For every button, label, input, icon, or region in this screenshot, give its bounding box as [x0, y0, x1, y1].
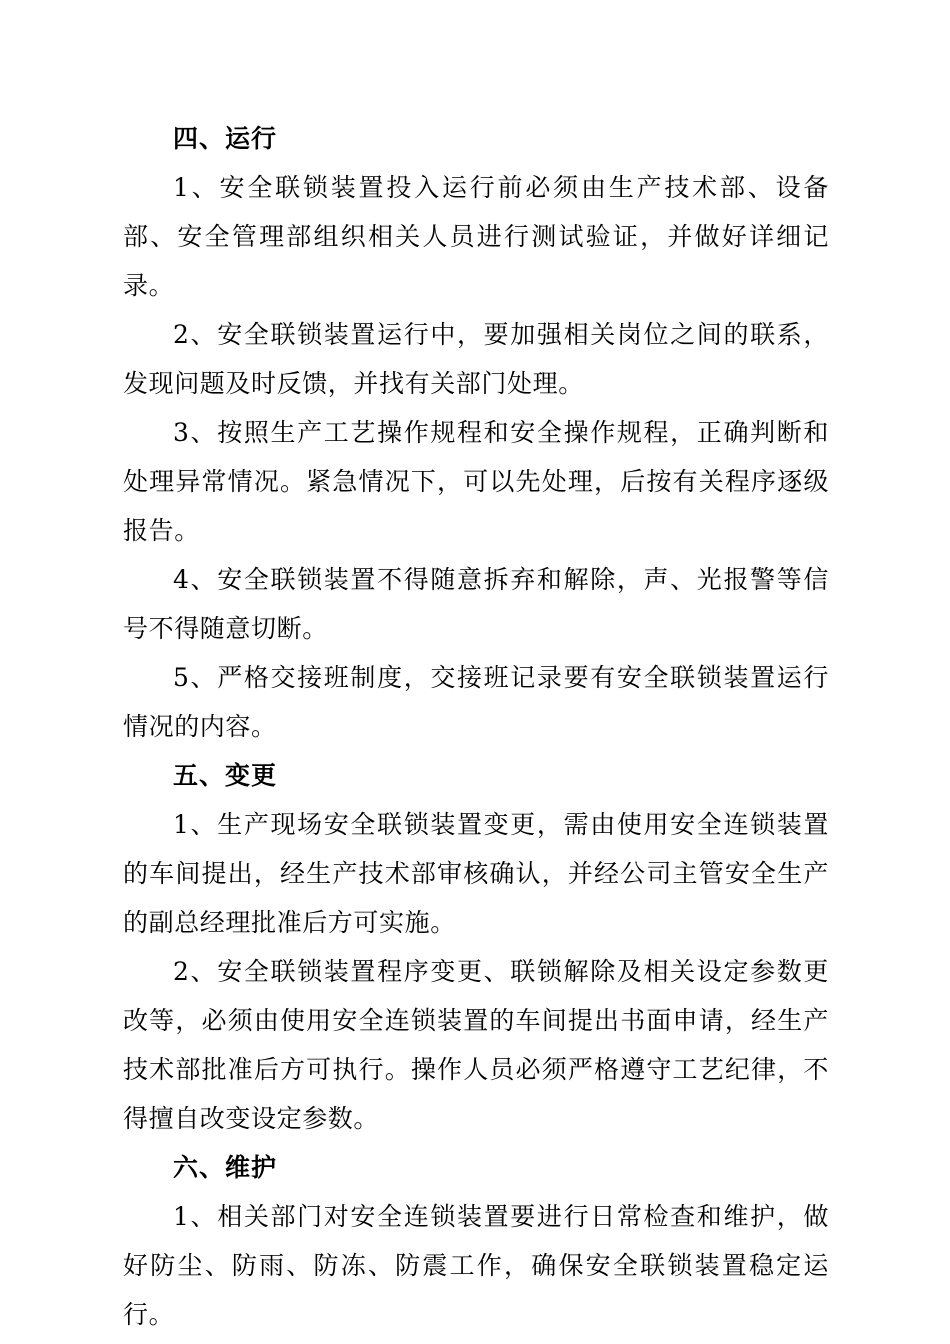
- document-body: [123, 114, 829, 1339]
- section-heading: 五、变更: [173, 761, 278, 790]
- section-heading: 四、运行: [173, 124, 278, 153]
- paragraph: 2、安全联锁装置程序变更、联锁解除及相关设定参数更改等，必须由使用安全连锁装置的车间提出书面申请，经生产技术部批准后方可执行。操作人员必须严格遵守工艺纪律，不得擅自改变设定参数。: [123, 957, 829, 1133]
- paragraph: 3、按照生产工艺操作规程和安全操作规程，正确判断和处理异常情况。紧急情况下，可以先处理，后按有关程序逐级报告。: [123, 418, 829, 545]
- paragraph: 1、安全联锁装置投入运行前必须由生产技术部、设备部、安全管理部组织相关人员进行测试验证，并做好详细记录。: [123, 173, 829, 300]
- section-operation: [123, 114, 829, 751]
- paragraph: 4、安全联锁装置不得随意拆弃和解除，声、光报警等信号不得随意切断。: [123, 565, 829, 643]
- paragraph: 1、生产现场安全联锁装置变更，需由使用安全连锁装置的车间提出，经生产技术部审核确认，并经公司主管安全生产的副总经理批准后方可实施。: [123, 810, 829, 937]
- paragraph: 5、严格交接班制度，交接班记录要有安全联锁装置运行情况的内容。: [123, 663, 829, 741]
- paragraph: 1、相关部门对安全连锁装置要进行日常检查和维护，做好防尘、防雨、防冻、防震工作，确保安全联锁装置稳定运行。: [123, 1202, 829, 1329]
- paragraph: 2、安全联锁装置运行中，要加强相关岗位之间的联系，发现问题及时反馈，并找有关部门处理。: [123, 320, 829, 398]
- section-maintenance: [123, 1143, 829, 1339]
- section-change: [123, 751, 829, 1143]
- section-heading: 六、维护: [173, 1153, 278, 1182]
